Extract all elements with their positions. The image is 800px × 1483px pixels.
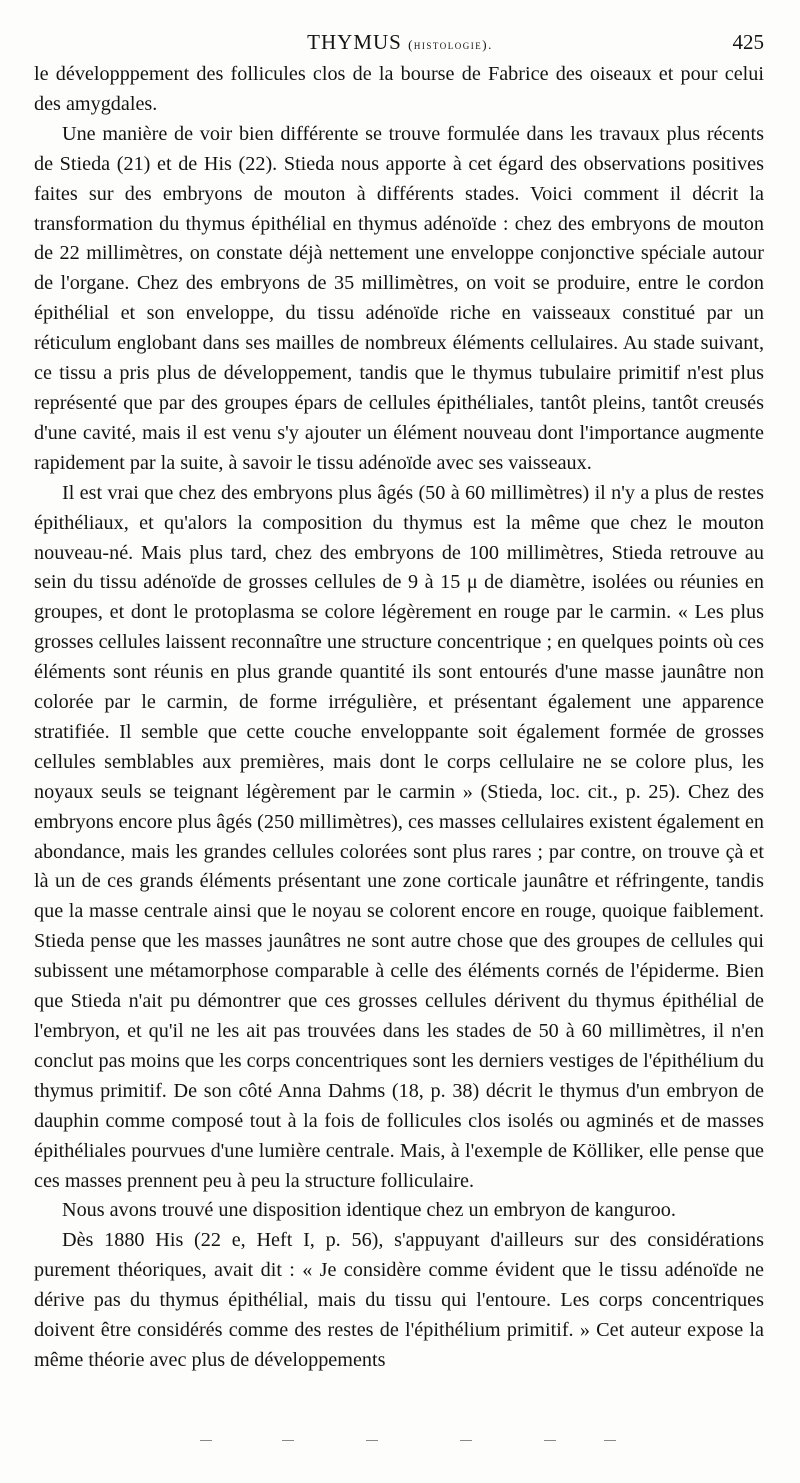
paragraph: Une manière de voir bien différente se trouve formulée dans les travaux plus récents de Stieda (21) et de His (22). Stieda nous apporte à cet égard des observations positives faites sur des embryons de mouton à différents stades. Voici comment il décrit la transformation du thymus épithélial en thymus adénoïde : chez des embryons de mouton de 22 millimètres, on constate déjà nettement une enveloppe conjonctive spéciale autour de l'organe. Chez des embryons de 35 millimètres, on voit se produire, entre le cordon épithélial et son enveloppe, du tissu adénoïde riche en vaisseaux constitué par un réticulum englobant dans ses mailles de nombreux éléments cellulaires. Au stade suivant, ce tissu a pris plus de développement, tandis que le thymus tubulaire primitif n'est plus représenté que par des groupes épars de cellules épithéliales, tantôt pleins, tantôt creusés d'une cavité, mais il est venu s'y ajouter un élément nouveau dont l'importance augmente rapidement par la suite, à savoir le tissu adénoïde avec ses vaisseaux. [34, 122, 764, 474]
running-header [34, 30, 766, 60]
paragraph: Il est vrai que chez des embryons plus âgés (50 à 60 millimètres) il n'y a plus de restes épithéliaux, et qu'alors la composition du thymus est la même que chez le mouton nouveau-né. Mais plus tard, chez des embryons de 100 millimètres, Stieda retrouve au sein du tissu adénoïde de grosses cellules de 9 à 15 μ de diamètre, isolées ou réunies en groupes, et dont le protoplasma se colore légèrement en rouge par le carmin. « Les plus grosses cellules laissent reconnaître une structure concentrique ; en quelques points où ces éléments sont réunis en plus grande quantité ils sont entourés d'une masse jaunâtre non colorée par le carmin, de forme irrégulière, et présentant également une apparence stratifiée. Il semble que cette couche enveloppante soit également formée de grosses cellules semblables aux premières, mais dont le corps cellulaire ne se colore plus, les noyaux seuls se teignant légèrement par le carmin » (Stieda, loc. cit., p. 25). Chez des embryons encore plus âgés (250 millimètres), ces masses cellulaires existent également en abondance, mais les grandes cellules colorées sont plus rares ; par contre, on trouve çà et là un de ces grands éléments présentant une zone corticale jaunâtre et réfringente, tandis que la masse centrale ainsi que le noyau se colorent encore en rouge, quoique faiblement. Stieda pense que les masses jaunâtres ne sont autre chose que des groupes de cellules qui subissent une métamorphose comparable à celle des éléments cornés de l'épiderme. Bien que Stieda n'ait pu démontrer que ces grosses cellules dérivent du thymus épithélial de l'embryon, et qu'il ne les ait pas trouvées dans les stades de 50 à 60 millimètres, il n'en conclut pas moins que les corps concentriques sont les derniers vestiges de l'épithélium du thymus primitif. De son côté Anna Dahms (18, p. 38) décrit le thymus d'un embryon de dauphin comme composé tout à la fois de follicules clos isolés ou agminés et de masses épithéliales pourvues d'une lumière centrale. Mais, à l'exemple de Kölliker, elle pense que ces masses prennent peu à peu la structure folliculaire. [34, 481, 764, 1192]
paragraph: le développpement des follicules clos de la bourse de Fabrice des oiseaux et pour celui des amygdales. [34, 63, 764, 115]
page-number: 425 [732, 30, 764, 54]
running-title [34, 30, 766, 55]
paragraph: Nous avons trouvé une disposition identique chez un embryon de kanguroo. [62, 1199, 676, 1222]
body-text [34, 60, 764, 1376]
paragraph: Dès 1880 His (22 e, Heft I, p. 56), s'appuyant d'ailleurs sur des considérations purement théoriques, avait dit : « Je considère comme évident que le tissu adénoïde ne dérive pas du thymus épithélial, mais du tissu qui l'entoure. Les corps concentriques doivent être considérés comme des restes de l'épithélium primitif. » Cet auteur expose la même théorie avec plus de développements [34, 1229, 764, 1371]
running-title-sub: (histologie). [408, 37, 493, 52]
running-title-main: THYMUS [307, 30, 402, 54]
footer-rule [200, 1436, 620, 1446]
